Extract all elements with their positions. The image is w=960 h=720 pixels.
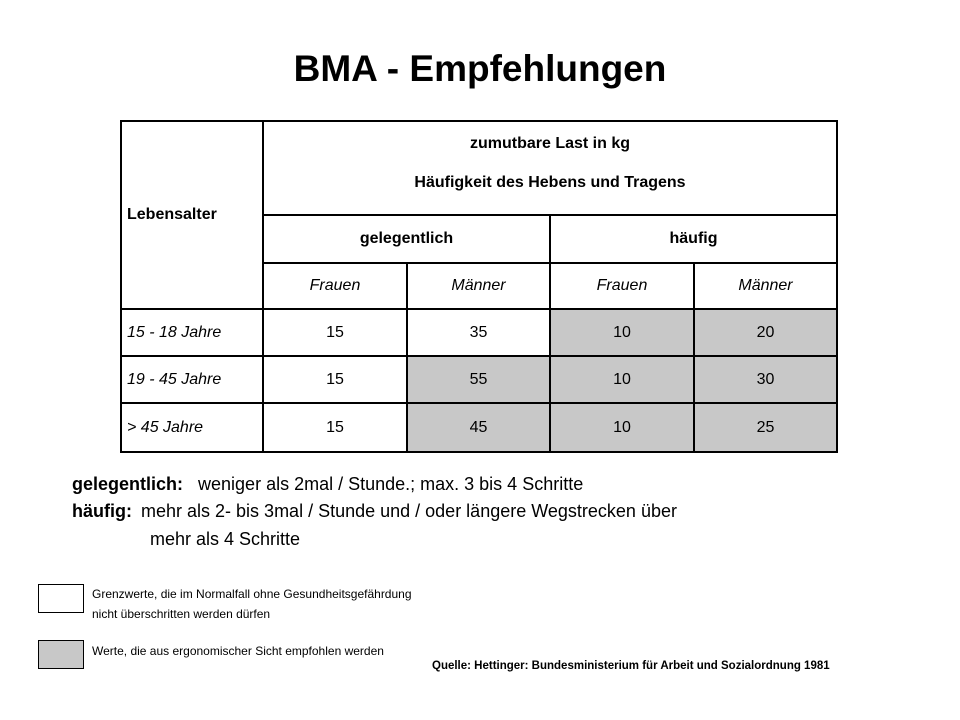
- legend-white-text: [92, 584, 412, 624]
- subheader-men-occasional: Männer: [451, 277, 506, 294]
- table-cell: 30: [756, 370, 775, 388]
- source-note: Quelle: Hettinger: Bundesministerium für Arbeit und Sozialordnung 1981: [432, 660, 830, 672]
- definition-text: weniger als 2mal / Stunde.; max. 3 bis 4 Schritte: [198, 474, 584, 494]
- definition-term: häufig:: [72, 501, 132, 521]
- legend-white-line: Grenzwerte, die im Normalfall ohne Gesundheitsgefährdung: [92, 587, 412, 601]
- table-cell: 45: [469, 418, 488, 436]
- row-age-label: > 45 Jahre: [127, 418, 204, 436]
- table-cell: 15: [326, 323, 344, 341]
- subheader-men-frequent: Männer: [738, 277, 793, 294]
- table-cell: 25: [756, 418, 775, 436]
- row-age-label: 15 - 18 Jahre: [127, 323, 222, 341]
- header-frequency: Häufigkeit des Hebens und Tragens: [414, 174, 686, 191]
- legend-gray-text: Werte, die aus ergonomischer Sicht empfohlen werden: [92, 644, 384, 658]
- row-age-label: 19 - 45 Jahre: [127, 370, 222, 388]
- load-table: [120, 120, 838, 453]
- table-cell: 35: [469, 323, 488, 341]
- table-cell: 10: [613, 418, 631, 436]
- legend-swatch-gray: [38, 640, 84, 669]
- table-cell: 15: [326, 370, 344, 388]
- header-load: zumutbare Last in kg: [469, 135, 631, 152]
- header-occasional: gelegentlich: [359, 230, 454, 247]
- table-cell: 15: [326, 418, 344, 436]
- subheader-women-occasional: Frauen: [309, 277, 361, 294]
- subheader-women-frequent: Frauen: [596, 277, 648, 294]
- legend-white-line: nicht überschritten werden dürfen: [92, 607, 271, 621]
- table-cell: 10: [613, 370, 631, 388]
- page-title: BMA - Empfehlungen: [293, 48, 667, 89]
- definition-frequent: [72, 498, 677, 524]
- definition-text: mehr als 2- bis 3mal / Stunde und / oder längere Wegstrecken über: [141, 501, 677, 521]
- header-age: Lebensalter: [127, 205, 217, 223]
- table-cell: 55: [469, 370, 488, 388]
- definition-occasional: [72, 471, 583, 497]
- table-cell: 20: [756, 323, 775, 341]
- header-frequent: häufig: [669, 230, 718, 247]
- definition-term: gelegentlich:: [72, 474, 184, 494]
- table-cell: 10: [613, 323, 631, 341]
- legend-swatch-white: [38, 584, 84, 613]
- definition-frequent-continued: mehr als 4 Schritte: [150, 529, 301, 549]
